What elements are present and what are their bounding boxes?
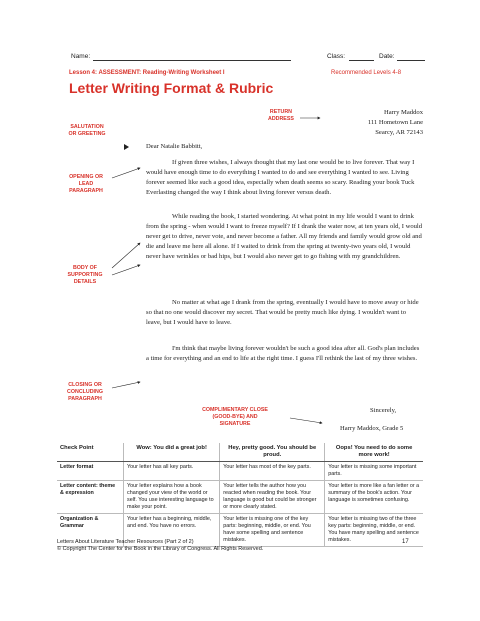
rubric-cell: Your letter has all key parts. [124,462,220,481]
return-address: Harry Maddox 111 Hometown Lane Searcy, AR 72143 [367,109,423,136]
rubric-header: Hey, pretty good. You should be proud. [220,443,325,462]
rubric-header: Oops! You need to do some more work! [325,443,423,462]
signature: Harry Maddox, Grade 5 [340,425,404,432]
class-label: Class: [327,53,346,60]
closing-arrow [112,382,140,388]
closing-label: CLOSING OR CONCLUDING PARAGRAPH [67,382,103,402]
opening-paragraph: If given three wishes, I always thought that my last one would be to live forever. That way I would have enough time to do everything I wanted to do and see everything I wanted to see. Living forever seemed like such a good idea, especially when death seems so scary. Reading your book Tuck Everlasting changed the way I think about living forever versus death. [146,159,415,196]
rubric-cell: Your letter explains how a book changed your view of the world or self. You use interesting language to make your point. [124,481,220,514]
body-arrow-1 [112,243,140,268]
footer-source: Letters About Literature Teacher Resources (Part 2 of 2) [57,539,194,545]
table-row [57,481,423,514]
body-arrow-2 [112,265,140,275]
table-row [57,462,423,481]
rubric-header-row [57,443,423,462]
body-paragraph-1: While reading the book, I started wondering. At what point in my life would I want to drink from the spring - when would I want to freeze myself? If I drank the water now, at ten years old, I would never get to drive, never vote, and never become a father. All my friends and family would grow old and die and leave me here all alone. If I waited to drink from the spring at twenty-two years old, I would never have wrinkles or bad hips, but I would also never get to go fishing with my grandchildren. [146,213,423,260]
rubric-cell: Your letter tells the author how you reacted when reading the book. Your language is good but could be stronger or more clearly stated. [220,481,325,514]
rubric-cell: Letter content: theme & expression [57,481,124,514]
opening-label: OPENING OR LEAD PARAGRAPH [69,174,103,194]
salutation-label: SALUTATION OR GREETING [68,124,106,137]
page-title: Letter Writing Format & Rubric [69,80,274,96]
signature-arrow [290,418,322,423]
rubric-cell: Your letter is more like a fan letter or a summary of the book's action. Your language is sometimes confusing. [325,481,423,514]
opening-arrow [112,168,140,178]
rubric-cell: Your letter has a beginning, middle, and end. You have no errors. [124,514,220,547]
salutation-bullet [124,144,129,150]
rubric-cell: Your letter is missing two of the three key parts: beginning, middle, or end. You have many spelling and sentence mistakes. [325,514,423,547]
closing-paragraph: I'm think that maybe living forever wouldn't be such a good idea after all. God's plan includes a time for everything and an end to life at the right time. I guess I'll rethink the last of my three wishes. [146,345,420,362]
rubric-cell: Your letter is missing some important parts. [325,462,423,481]
body-label: BODY OF SUPPORTING DETAILS [67,265,103,285]
rubric-table [57,443,423,547]
return-address-label: RETURN ADDRESS [268,109,294,122]
rubric-cell: Letter format [57,462,124,481]
footer-copyright: © Copyright The Center for the Book in the Library of Congress. All Rights Reserved. [57,546,264,552]
recommended-levels: Recommended Levels 4-8 [331,70,402,76]
closing-word: Sincerely, [370,407,397,414]
rubric-cell: Your letter has most of the key parts. [220,462,325,481]
salutation: Dear Natalie Babbitt, [146,143,203,150]
complimentary-close-label: COMPLIMENTARY CLOSE (GOOD-BYE) AND SIGNATURE [202,407,268,427]
body-paragraph-2: No matter at what age I drank from the spring, eventually I would have to move away or hide so that no one would discover my secret. That would be pretty much like dying. I wouldn't want to leave, but I would have to leave. [146,299,419,326]
rubric-header: Wow: You did a great job! [124,443,220,462]
lesson-heading: Lesson 4: ASSESSMENT: Reading-Writing Worksheet I [69,70,225,76]
rubric-header: Check Point [57,443,124,462]
date-label: Date: [379,53,395,60]
name-label: Name: [71,53,91,60]
rubric-cell: Your letter is missing one of the key parts: beginning, middle, or end. You have some spelling and sentence mistakes. [220,514,325,547]
rubric-cell: Organization & Grammar [57,514,124,547]
page-number: 17 [402,539,409,545]
